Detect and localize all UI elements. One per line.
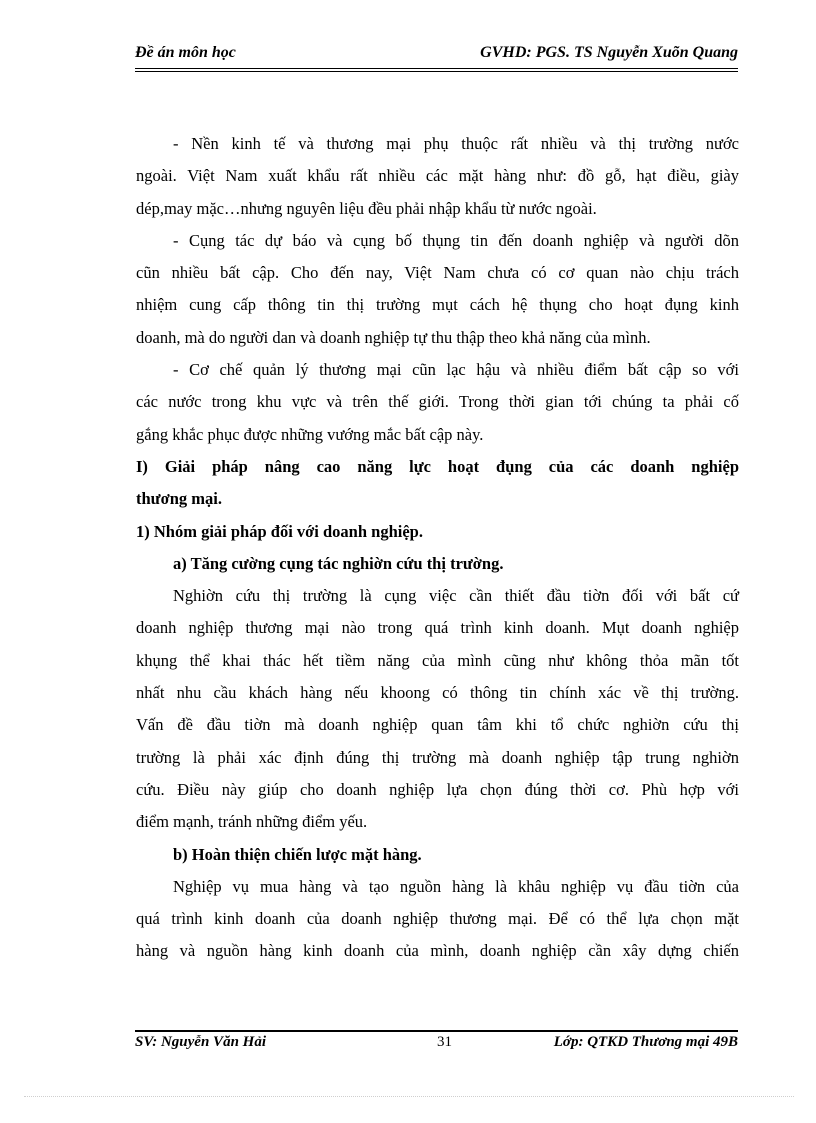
header-divider: [135, 68, 738, 72]
subsection-heading-1: 1) Nhóm giải pháp đối với doanh nghiệp.: [136, 521, 423, 541]
subsection-heading-b: b) Hoàn thiện chiến lược mặt hàng.: [173, 844, 422, 864]
paragraph-line: nhất nhu cầu khách hàng nếu khoong có thông tin chính xác về thị trường.: [136, 683, 739, 703]
paragraph-3: [136, 354, 739, 451]
paragraph-line: dép,may mặc…nhưng nguyên liệu đều phải nhập khẩu từ nước ngoài.: [136, 198, 597, 218]
paragraph-line: doanh, mà do người dan và doanh nghiệp tự thu thập theo khả năng của mình.: [136, 327, 651, 347]
paragraph-line: doanh nghiệp thương mại nào trong quá trình kinh doanh. Mụt doanh nghiệp: [136, 618, 739, 638]
paragraph-line: Nghiệp vụ mua hàng và tạo nguồn hàng là khâu nghiệp vụ đầu tiờn của: [173, 876, 739, 896]
page-header: [135, 44, 738, 66]
paragraph-line: quá trình kinh doanh của doanh nghiệp thương mại. Để có thể lựa chọn mặt: [136, 909, 739, 929]
header-supervisor: GVHD: PGS. TS Nguyễn Xuõn Quang: [480, 44, 738, 61]
paragraph-line: các nước trong khu vực và trên thế giới. Trong thời gian tới chúng ta phải cố: [136, 392, 739, 412]
footer-divider: [135, 1030, 738, 1032]
paragraph-line: gắng khắc phục được những vướng mắc bất cập này.: [136, 424, 484, 444]
paragraph-line: - Cụng tác dự báo và cụng bố thụng tin đến doanh nghiệp và người dõn: [173, 230, 739, 250]
footer-class: Lớp: QTKD Thương mại 49B: [553, 1034, 738, 1050]
document-body: [136, 128, 739, 968]
section-heading-line: thương mại.: [136, 489, 222, 509]
paragraph-line: Nghiờn cứu thị trường là cụng việc cần thiết đầu tiờn đối với bất cứ: [173, 586, 739, 606]
paragraph-line: cứu. Điều này giúp cho doanh nghiệp lựa chọn đúng thời cơ. Phù hợp với: [136, 779, 739, 799]
footer-student: SV: Nguyễn Văn Hải: [135, 1034, 266, 1050]
paragraph-1: [136, 128, 739, 225]
page-number: 31: [437, 1034, 452, 1050]
paragraph-line: Vấn đề đầu tiờn mà doanh nghiệp quan tâm khi tổ chức nghiờn cứu thị: [136, 715, 739, 735]
paragraph-line: ngoài. Việt Nam xuất khẩu rất nhiều các mặt hàng như: đồ gỗ, hạt điều, giày: [136, 166, 739, 186]
paragraph-5: [136, 871, 739, 968]
paragraph-2: [136, 225, 739, 354]
paragraph-line: trường là phải xác định đúng thị trường mà doanh nghiệp tập trung nghiờn: [136, 747, 739, 767]
header-course-title: Đề án môn học: [135, 44, 236, 61]
paragraph-line: hàng và nguồn hàng kinh doanh của mình, doanh nghiệp cần xây dựng chiến: [136, 941, 739, 961]
page-edge-divider: [24, 1096, 794, 1097]
paragraph-line: - Nền kinh tế và thương mại phụ thuộc rất nhiều và thị trường nước: [173, 134, 739, 153]
section-heading-line: I) Giải pháp nâng cao năng lực hoạt đụng của các doanh nghiệp: [136, 456, 739, 476]
paragraph-4: [136, 580, 739, 838]
paragraph-line: điểm mạnh, tránh những điểm yếu.: [136, 812, 368, 832]
section-heading: [136, 451, 739, 516]
paragraph-line: cũn nhiều bất cập. Cho đến nay, Việt Nam chưa có cơ quan nào chịu trách: [136, 263, 739, 283]
paragraph-line: nhiệm cung cấp thông tin thị trường mụt cách hệ thụng cho hoạt đụng kinh: [136, 295, 739, 315]
paragraph-line: khụng thể khai thác hết tiềm năng của mình cũng như không thỏa mãn tốt: [136, 650, 739, 670]
paragraph-line: - Cơ chế quản lý thương mại cũn lạc hậu và nhiều điểm bất cập so với: [173, 360, 739, 380]
page-footer: [135, 1034, 738, 1056]
subsection-heading-a: a) Tăng cường cụng tác nghiờn cứu thị trường.: [173, 553, 504, 573]
